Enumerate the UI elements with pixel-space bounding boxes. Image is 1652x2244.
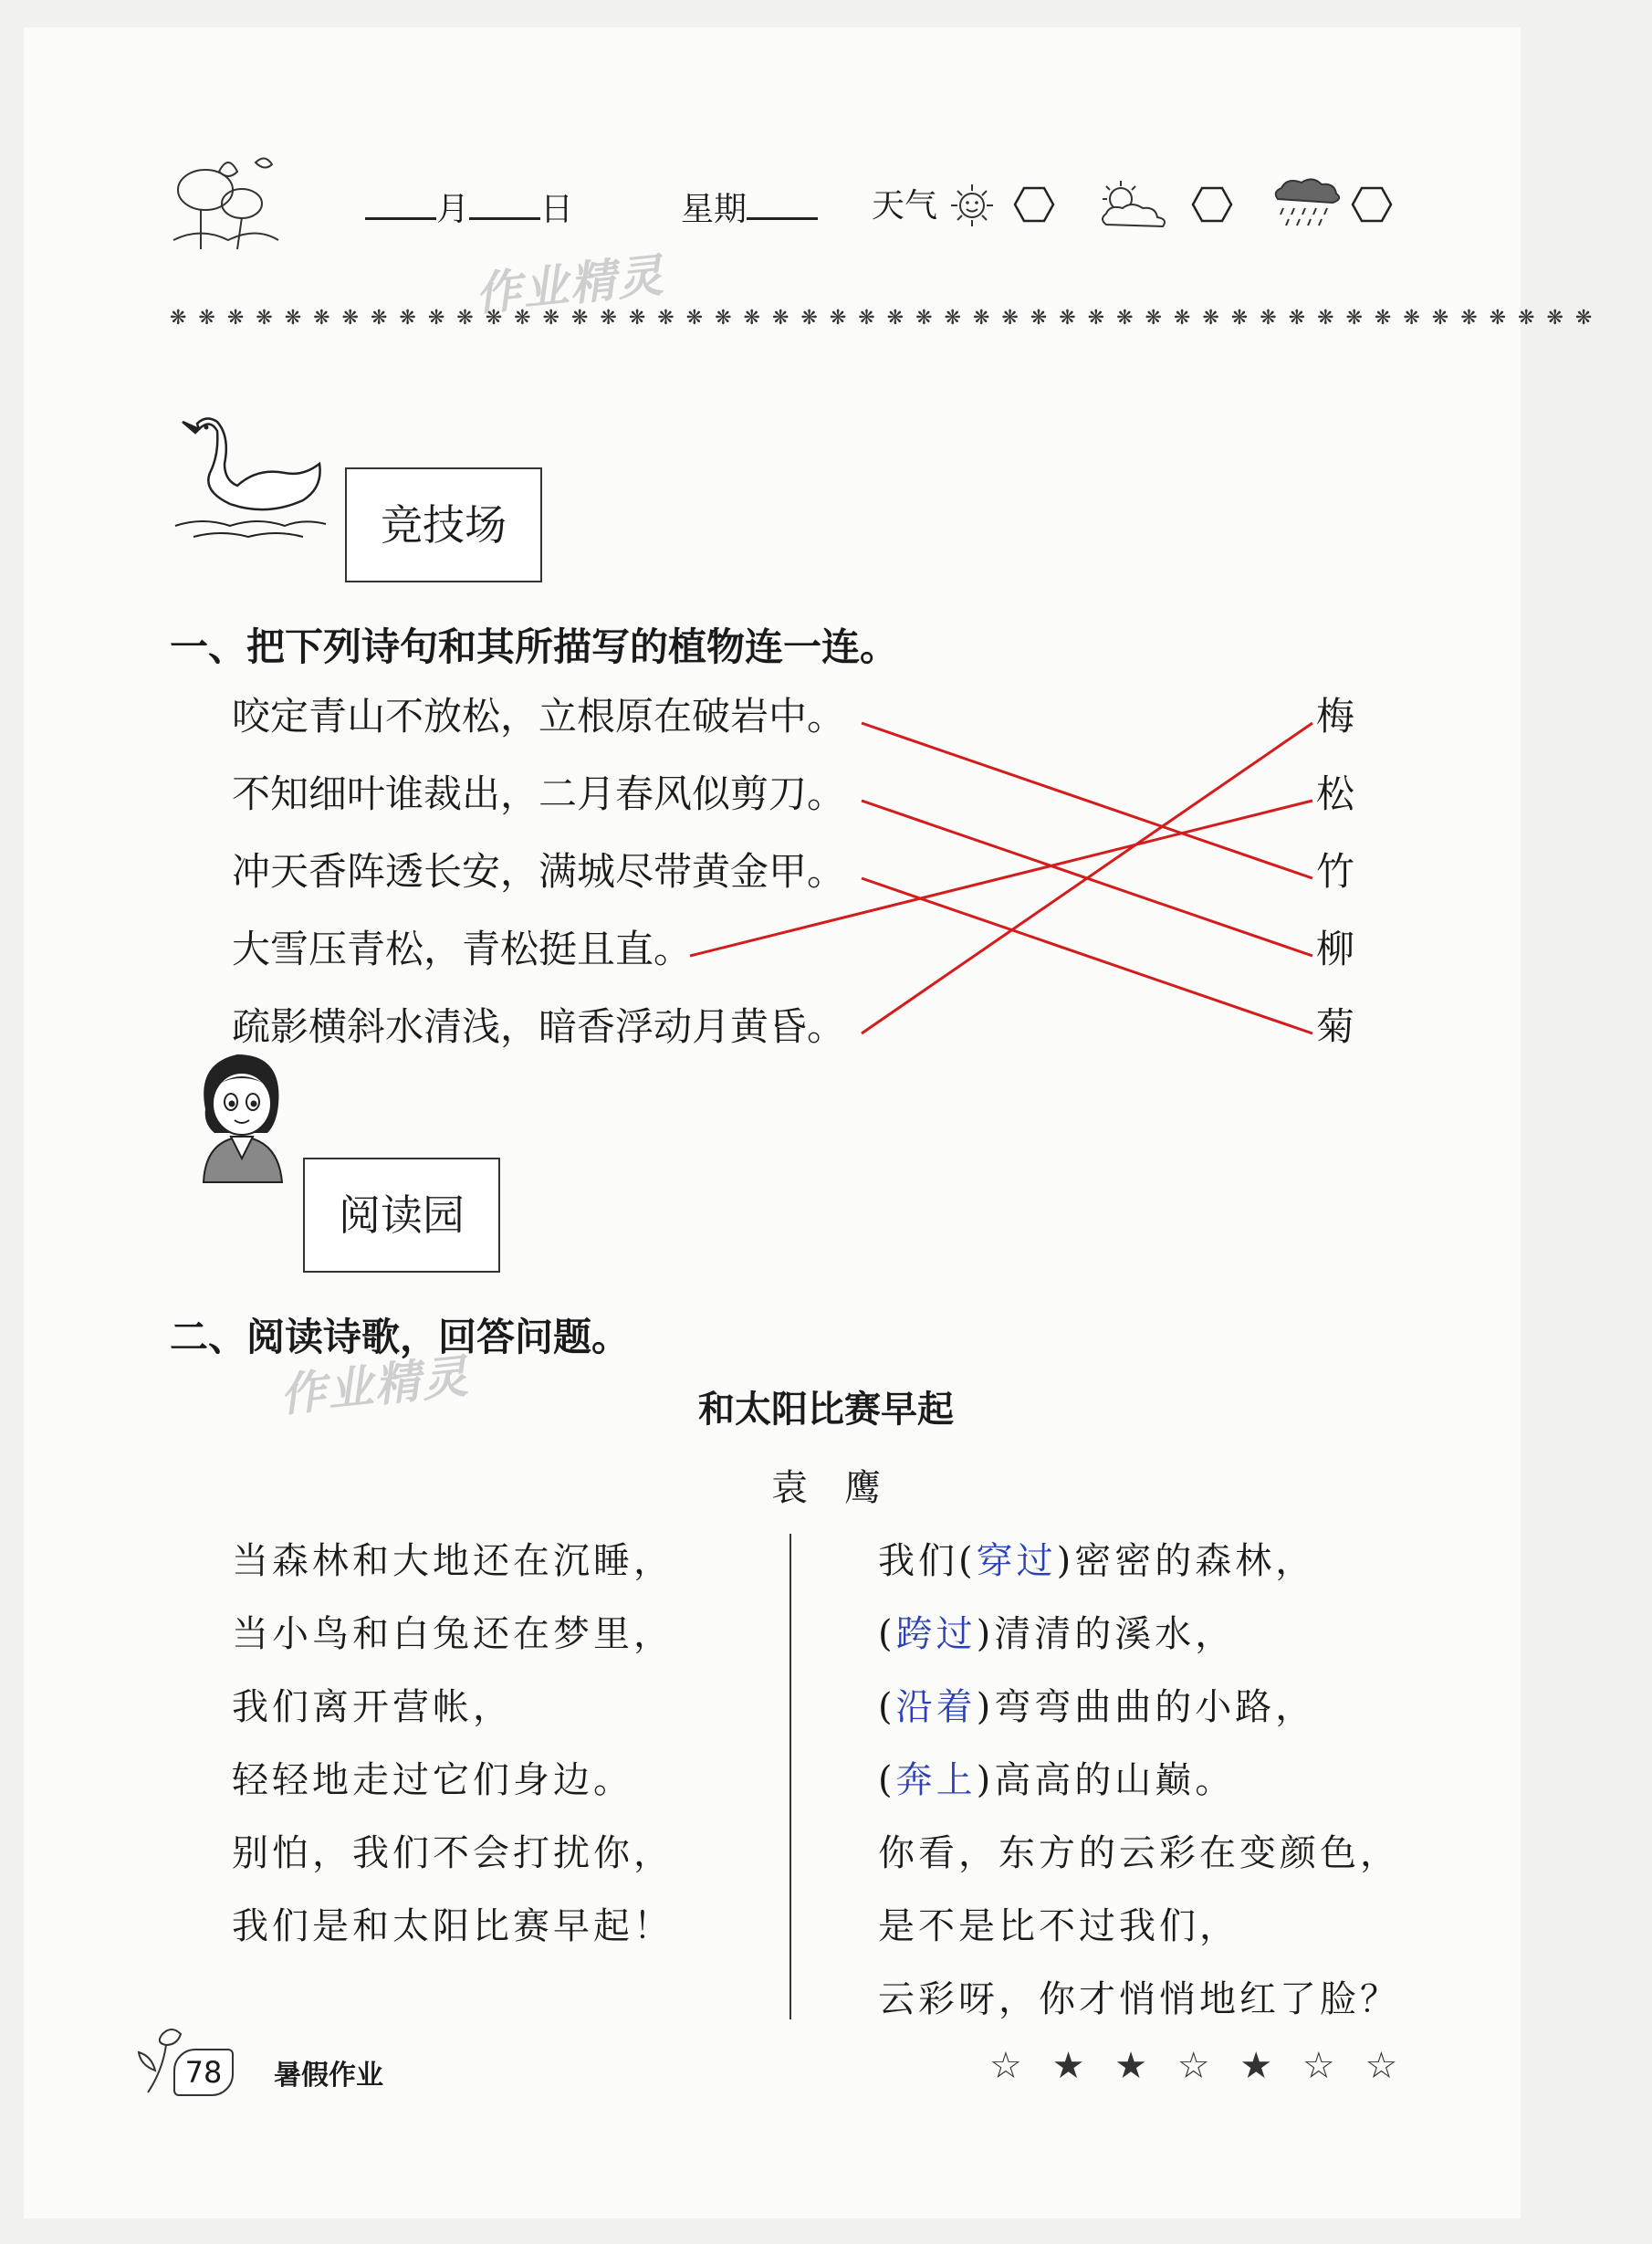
line-suffix: 云彩呀，你才悄悄地红了脸？	[878, 1978, 1400, 2020]
day-label: 日	[540, 191, 574, 228]
book-title: 暑假作业	[274, 2060, 383, 2092]
line-suffix: 你看，东方的云彩在变颜色，	[878, 1832, 1400, 1874]
match-line	[690, 801, 1312, 956]
poem-right-line	[878, 1824, 1400, 1876]
poem-right-line	[878, 1751, 1235, 1803]
poem-line: 疏影横斜水清浅，暗香浮动月黄昏。	[232, 1004, 846, 1049]
poem-right-line	[878, 1532, 1315, 1584]
decorative-divider: ❋ ❋ ❋ ❋ ❋ ❋ ❋ ❋ ❋ ❋ ❋ ❋ ❋ ❋ ❋ ❋ ❋ ❋ ❋ ❋ ❋ ❋ ❋ ❋ ❋ ❋ ❋ ❋ ❋ ❋ ❋ ❋ ❋ ❋ ❋ ❋ ❋ ❋ ❋ ❋ ❋ ❋ ❋ ❋ ❋ ❋ ❋ ❋ ❋ ❋	[170, 307, 1595, 330]
weekday-label: 星期	[680, 191, 747, 228]
line-suffix: )弯弯曲曲的小路，	[976, 1686, 1316, 1728]
poem-left-line: 我们是和太阳比赛早起！	[232, 1905, 674, 1947]
poem-line: 冲天香阵透长安，满城尽带黄金甲。	[232, 849, 846, 894]
watermark: 作业精灵	[472, 248, 667, 321]
line-prefix: (	[878, 1613, 896, 1655]
poem-right-line	[878, 1678, 1315, 1730]
match-line	[862, 723, 1312, 878]
line-suffix: )高高的山巅。	[976, 1759, 1236, 1801]
weather-label: 天气	[872, 187, 938, 225]
line-suffix: )密密的森林，	[1056, 1540, 1316, 1582]
match-line	[862, 723, 1312, 1033]
section-title-reading: 阅读园	[303, 1158, 500, 1273]
poem-right-line	[878, 1970, 1400, 2022]
poem-right-line	[878, 1897, 1239, 1949]
poem-line: 大雪压青松，青松挺且直。	[232, 927, 693, 971]
poem-left-line: 当小鸟和白兔还在梦里，	[232, 1613, 674, 1655]
answer-fill[interactable]: 奔上	[895, 1759, 977, 1801]
poem-line: 不知细叶谁裁出，二月春风似剪刀。	[232, 771, 846, 816]
poem-title: 和太阳比赛早起	[698, 1389, 954, 1431]
plant-option[interactable]: 梅	[1316, 694, 1355, 739]
line-suffix: )清清的溪水，	[976, 1613, 1236, 1655]
poem-left-line: 轻轻地走过它们身边。	[232, 1759, 633, 1801]
match-lines	[0, 0, 1595, 1096]
section-title-arena: 竞技场	[345, 467, 542, 582]
line-prefix: (	[878, 1686, 896, 1728]
month-label: 月	[436, 191, 470, 228]
watermark-2: 作业精灵	[277, 1349, 472, 1422]
poem-left-line: 当森林和大地还在沉睡，	[232, 1540, 674, 1582]
plant-option[interactable]: 竹	[1316, 849, 1355, 894]
question-1: 一、把下列诗句和其所描写的植物连一连。	[170, 624, 899, 669]
plant-option[interactable]: 菊	[1316, 1004, 1355, 1049]
poem-divider	[789, 1534, 791, 2019]
poem-left-line: 我们离开营帐，	[232, 1686, 513, 1728]
line-suffix: 是不是比不过我们，	[878, 1905, 1239, 1947]
question-2: 二、阅读诗歌，回答问题。	[170, 1315, 631, 1359]
answer-fill[interactable]: 沿着	[895, 1686, 977, 1728]
answer-fill[interactable]: 跨过	[895, 1613, 977, 1655]
poem-author: 袁 鹰	[771, 1467, 881, 1509]
answer-fill[interactable]: 穿过	[976, 1540, 1057, 1582]
line-prefix: (	[878, 1759, 896, 1801]
girl-icon	[187, 1045, 297, 1182]
poem-left-line: 别怕，我们不会打扰你，	[232, 1832, 674, 1874]
line-prefix: 我们(	[878, 1540, 977, 1582]
plant-option[interactable]: 柳	[1316, 927, 1355, 971]
poem-right-line	[878, 1605, 1235, 1657]
match-line	[862, 878, 1312, 1033]
rating-stars: ☆ ★ ★ ☆ ★ ☆ ☆	[989, 2045, 1407, 2087]
poem-line: 咬定青山不放松，立根原在破岩中。	[232, 694, 846, 739]
plant-option[interactable]: 松	[1316, 771, 1355, 816]
page-number-badge: 78	[173, 2049, 234, 2096]
